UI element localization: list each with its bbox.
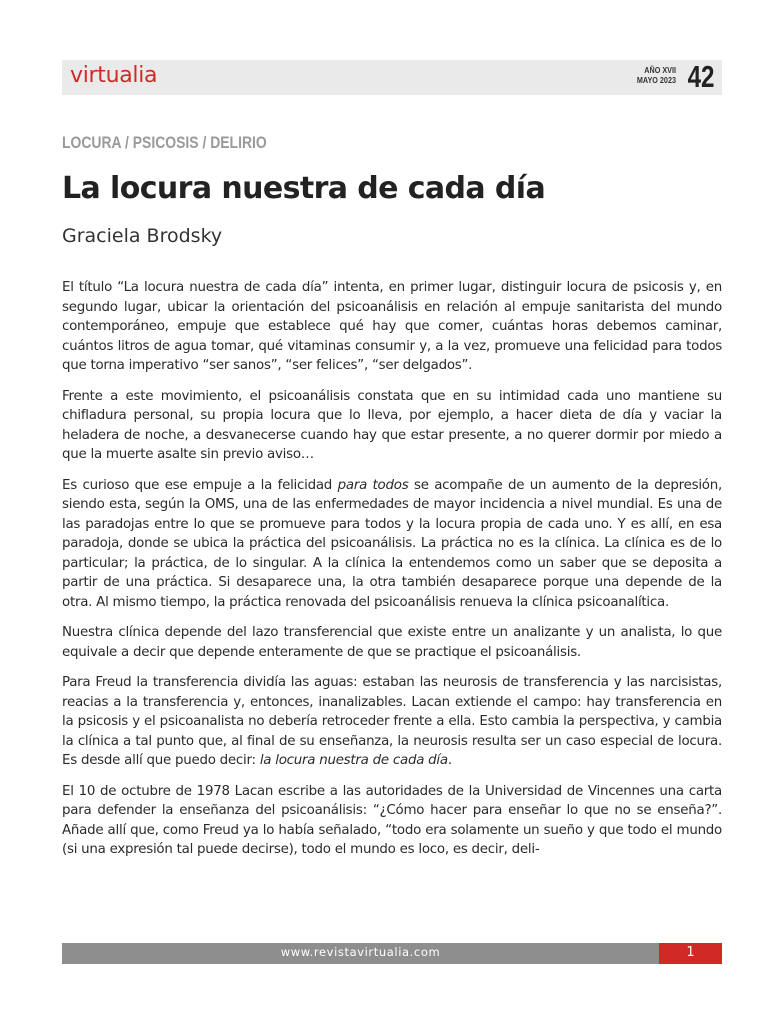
virtualia-logo: virtualia [70,63,158,88]
article-author: Graciela Brodsky [62,225,223,247]
paragraph-3-lead: Es curioso que ese empuje a la felicidad [62,477,333,493]
article-body [62,278,722,894]
paragraph-5 [62,673,722,771]
year-label: AÑO XVII [644,65,676,75]
paragraph-3-emphasis: para todos [337,477,409,493]
paragraph-5-emphasis: la locura nuestra de cada día [259,753,448,768]
issue-number: 42 [687,59,714,94]
footer-url-link[interactable]: www.revistavirtualia.com [280,945,441,959]
paragraph-3-rest: Es una de las paradojas entre lo que se promueve para todos y la locura propia de cada uno. Y es allí, en esa paradoja, donde se ubica la práctica del psicoanálisis. La práctica no es la clínica. La clínica es de lo particular; la práctica, de lo singular. A la clínica la entendemos como un saber que se deposita a partir de una práctica. Si desaparece una, la otra también desaparece porque una depende de la otra. Al mismo tiempo, la práctica renovada del psicoanálisis renueva la clínica psicoanalítica. [62,497,722,610]
paragraph-1: El título “La locura nuestra de cada día” intenta, en primer lugar, distinguir locura de psicosis y, en segundo lugar, ubicar la orientación del psicoanálisis en relación al empuje sanitarista del mundo contemporáneo, empuje que establece qué hay que comer, cuántas horas debemos caminar, cuántos litros de agua tomar, qué vitaminas consumir y, a la vez, promueve una felicidad para todos que torna imperativo “ser sanos”, “ser felices”, “ser delgados”. [62,280,722,373]
paragraph-6: El 10 de octubre de 1978 Lacan escribe a las autoridades de la Universidad de Vincennes una carta para defender la enseñanza del psicoanálisis: “¿Cómo hacer para enseñar lo que no se enseña?”. Añade allí que, como Freud ya lo había señalado, “todo era solamente un sueño y que todo el mundo (si una expresión tal puede decirse), todo el mundo es loco, es decir, deli- [62,783,722,857]
paragraph-5-end: . [447,753,452,768]
paragraph-3 [62,476,722,613]
article-title: La locura nuestra de cada día [62,171,546,206]
paragraph-4: Nuestra clínica depende del lazo transferencial que existe entre un analizante y un analista, lo que equivale a decir que depende enteramente de que se practique el psicoanálisis. [62,625,722,660]
footer-bar [62,943,659,964]
date-label: MAYO 2023 [636,75,676,85]
masthead [62,60,722,95]
paragraph-3-tail: se acompañe de un aumento de la depresión, siendo esta, según la OMS, una de las enfermedades de mayor incidencia a nivel mundial. [62,477,722,512]
paragraph-2: Frente a este movimiento, el psicoanálisis constata que en su intimidad cada uno mantiene su chifladura personal, su propia locura que lo lleva, por ejemplo, a hacer dieta de día y vaciar la heladera de noche, a desvanecerse cuando hay que estar presente, a no querer dormir por miedo a que la muerte asalte sin previo aviso… [62,388,722,462]
page-number: 1 [686,945,695,960]
article-kicker: LOCURA / PSICOSIS / DELIRIO [62,133,267,152]
paragraph-5-text: Para Freud la transferencia dividía las aguas: estaban las neurosis de transferencia y las narcisistas, reacias a la transferencia y, entonces, inanalizables. Lacan extiende el campo: hay transferencia en la psicosis y el psicoanalista no debería retroceder frente a ella. Esto cambia la perspectiva, y cambia la clínica a tal punto que, al final de su enseñanza, la neurosis resulta ser un caso especial de locura. Es desde allí que puedo decir: [62,675,722,768]
page-number-box [659,943,722,964]
issue-meta [637,65,676,85]
